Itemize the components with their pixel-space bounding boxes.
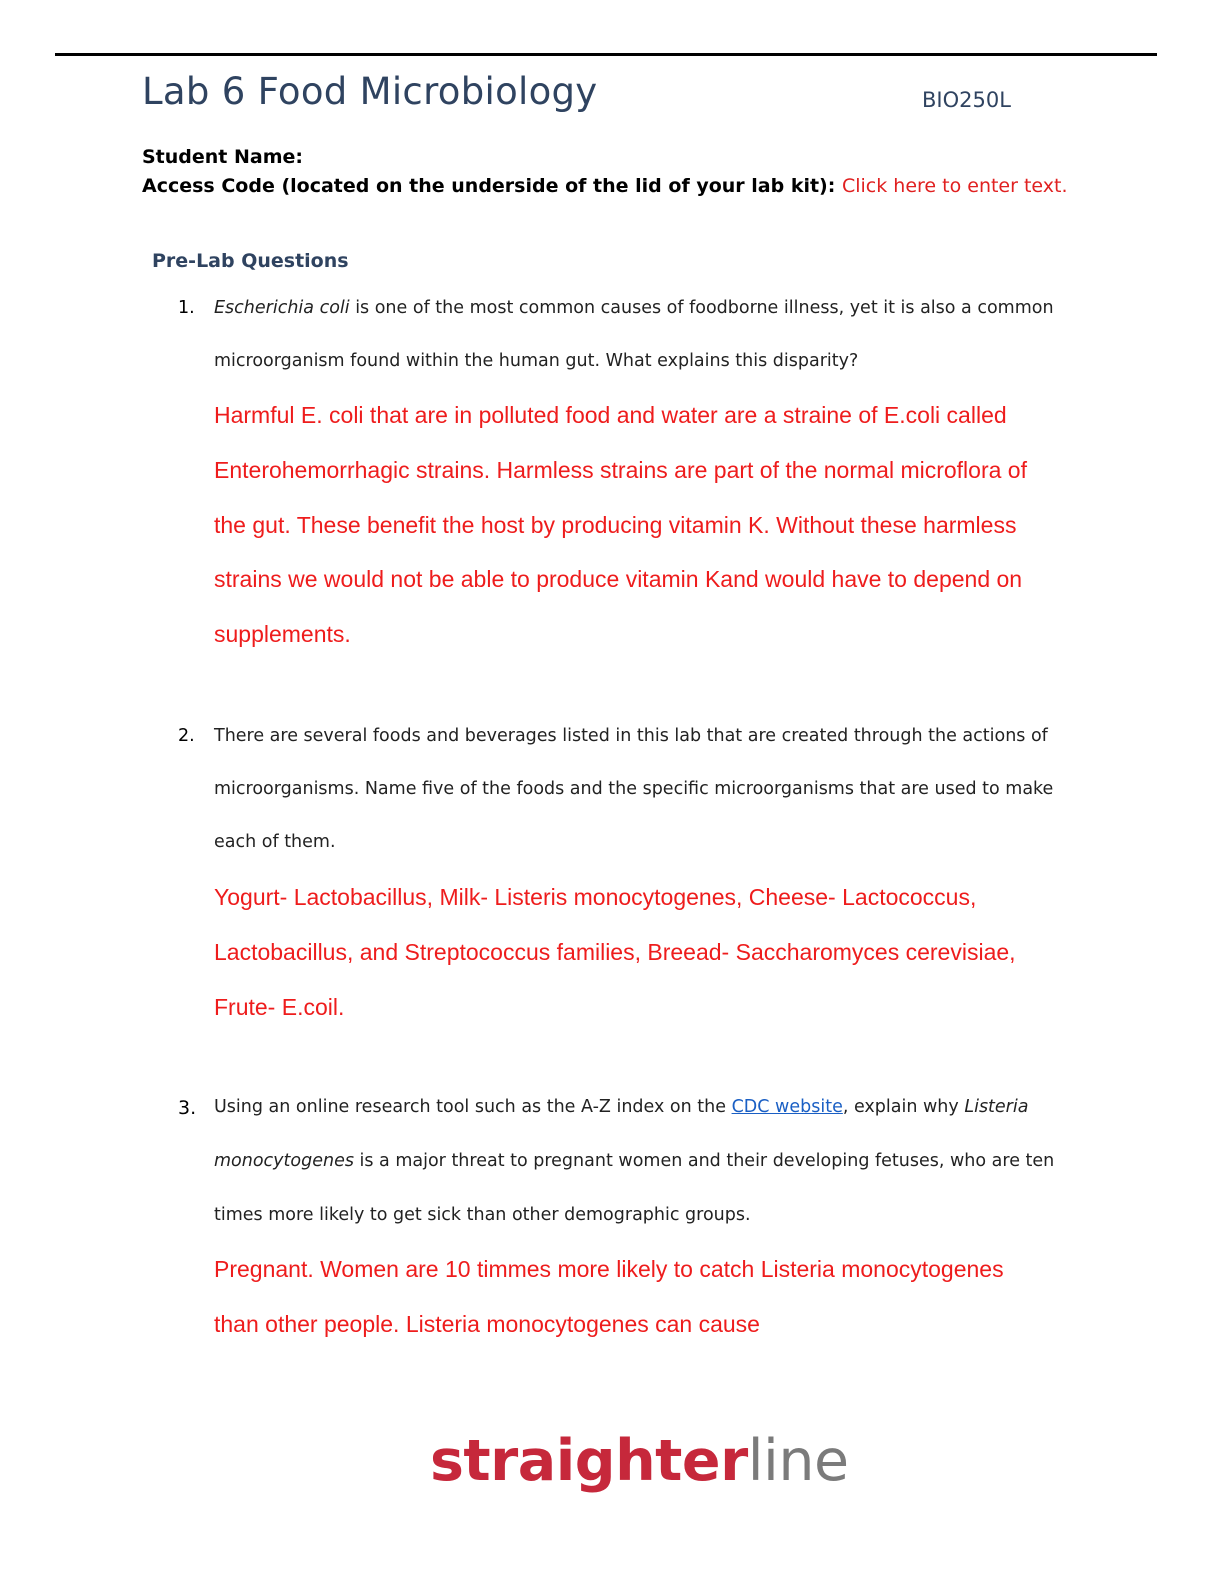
question-1-italic: Escherichia coli: [214, 298, 350, 318]
document-title: Lab 6 Food Microbiology: [142, 70, 598, 113]
access-code-label: Access Code (located on the underside of the lid of your lab kit):: [142, 175, 836, 197]
section-title: Pre-Lab Questions: [152, 250, 349, 272]
student-name-field: [142, 146, 303, 168]
access-code-input[interactable]: Click here to enter text.: [841, 175, 1068, 197]
question-1-line: microorganism found within the human gut. What explains this disparity?: [214, 351, 859, 371]
header-rule: [55, 53, 1157, 56]
question-3-line: times more likely to get sick than other demographic groups.: [214, 1205, 751, 1225]
question-3-line: [214, 1151, 1054, 1171]
answer-1-line: Enterohemorrhagic strains. Harmless strains are part of the normal microflora of: [214, 457, 1027, 483]
logo-light-text: line: [747, 1428, 849, 1494]
answer-3-line: than other people. Listeria monocytogenes can cause: [214, 1311, 760, 1337]
question-3-italic: monocytogenes: [214, 1151, 354, 1171]
cdc-website-link[interactable]: CDC website: [731, 1097, 843, 1117]
question-3-number: 3.: [178, 1097, 197, 1119]
answer-1-line: the gut. These benefit the host by producing vitamin K. Without these harmless: [214, 512, 1017, 538]
question-2-line: each of them.: [214, 832, 336, 852]
question-2-line: There are several foods and beverages listed in this lab that are created through the actions of: [214, 726, 1048, 746]
answer-2-line: Yogurt- Lactobacillus, Milk- Listeris monocytogenes, Cheese- Lactococcus,: [214, 884, 977, 910]
question-1-number: 1.: [178, 298, 195, 318]
question-1-line: [214, 298, 1054, 318]
question-3-text: is a major threat to pregnant women and their developing fetuses, who are ten: [353, 1151, 1055, 1171]
question-3-italic: Listeria: [964, 1097, 1029, 1117]
answer-2-line: Lactobacillus, and Streptococcus families, Breead- Saccharomyces cerevisiae,: [214, 939, 1016, 965]
straighterline-logo: [430, 1428, 849, 1494]
course-code: BIO250L: [922, 88, 1011, 112]
logo-bold-text: straighter: [430, 1428, 748, 1494]
answer-1-line: Harmful E. coli that are in polluted food and water are a straine of E.coli called: [214, 402, 1007, 428]
answer-2-line: Frute- E.coil.: [214, 994, 345, 1020]
question-3-text: Using an online research tool such as the A-Z index on the: [214, 1097, 732, 1117]
question-2-line: microorganisms. Name five of the foods and the specific microorganisms that are used to make: [214, 779, 1054, 799]
question-1-text: is one of the most common causes of foodborne illness, yet it is also a common: [349, 298, 1054, 318]
answer-1-line: strains we would not be able to produce vitamin Kand would have to depend on: [214, 566, 1023, 592]
access-code-field: [142, 175, 1068, 197]
question-3-text: , explain why: [842, 1097, 965, 1117]
answer-1-line: supplements.: [214, 621, 351, 647]
student-name-label: Student Name:: [142, 146, 304, 168]
question-2-number: 2.: [178, 726, 195, 746]
answer-3-line: Pregnant. Women are 10 timmes more likely to catch Listeria monocytogenes: [214, 1256, 1004, 1282]
question-3-line: [214, 1097, 1028, 1117]
